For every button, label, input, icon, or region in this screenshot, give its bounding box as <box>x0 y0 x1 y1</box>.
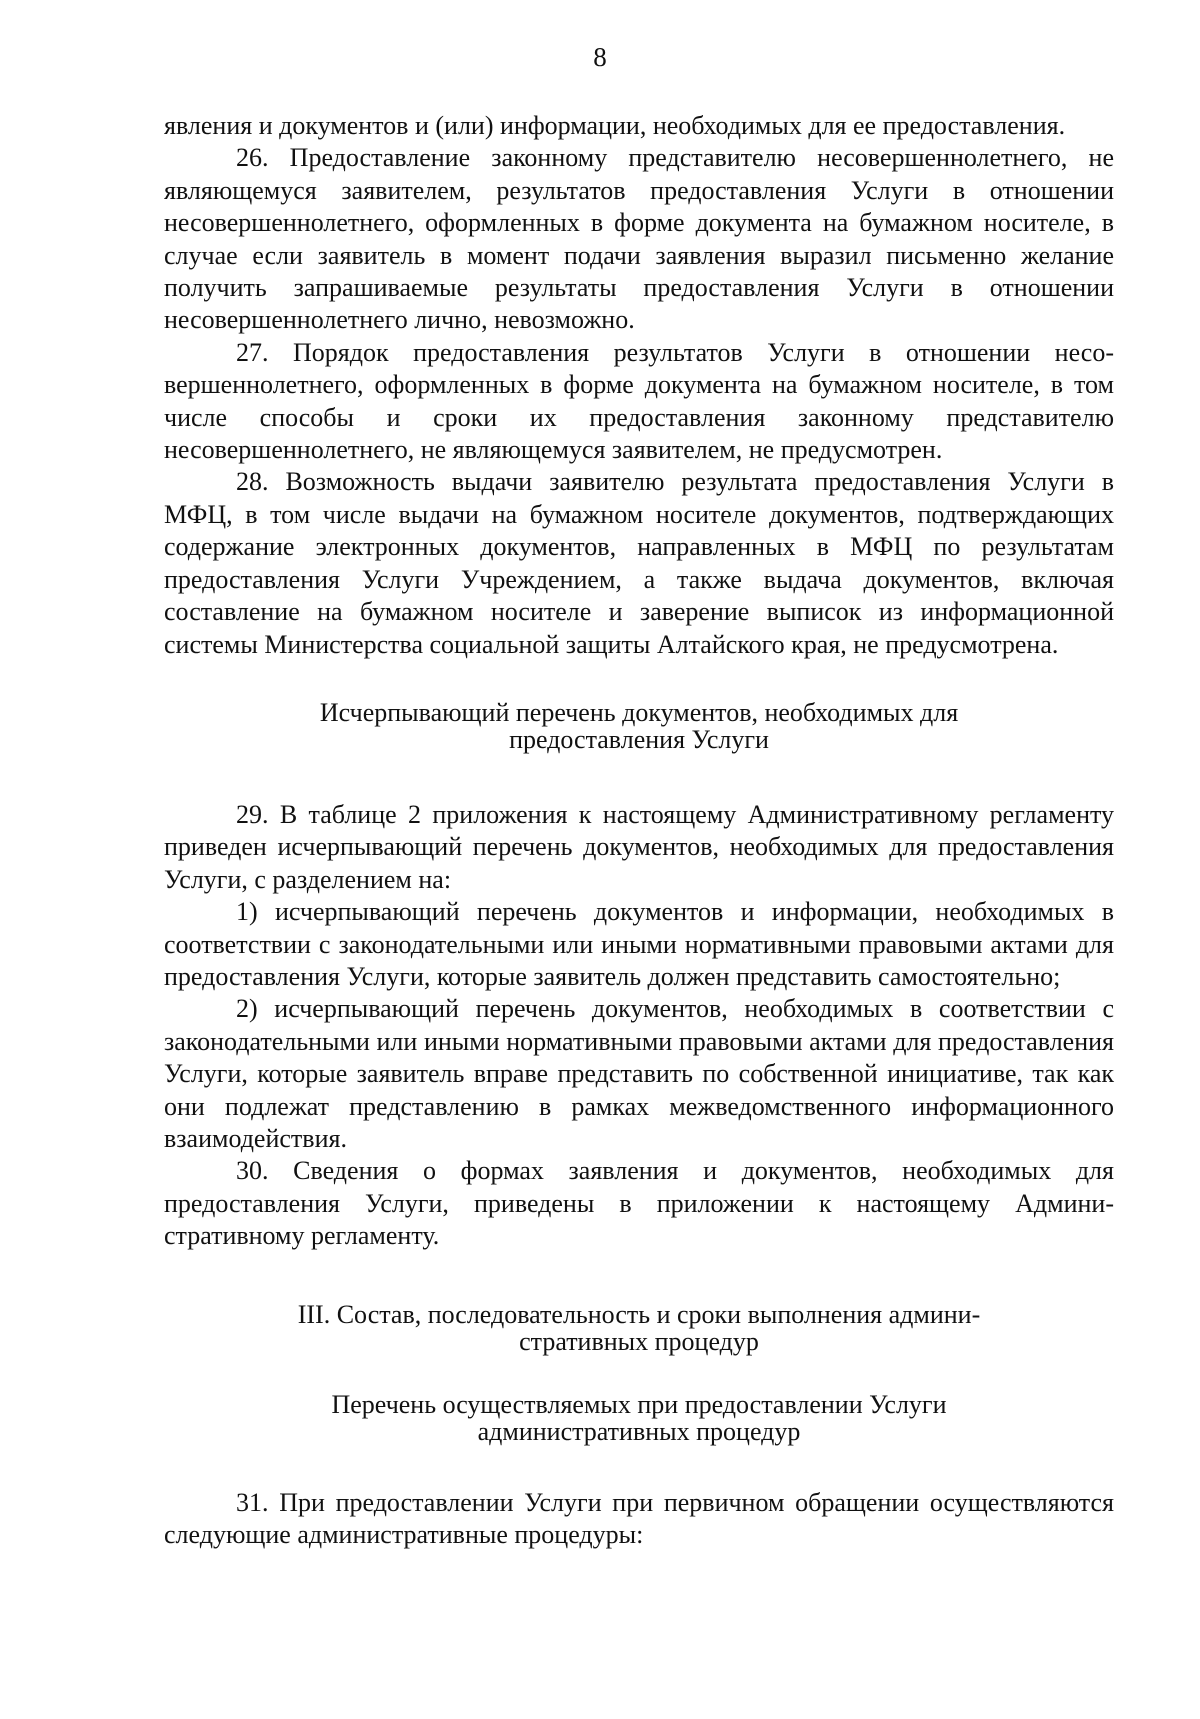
paragraph-31: 31. При предоставлении Услуги при первичном обращении осуществляются следующие административные процедуры: <box>164 1487 1114 1549</box>
paragraph-26: 26. Предоставление законному представителю несовершеннолетнего, не являющемуся заявителем, результатов предоставления Услуги в отношении несовершеннолетнего, оформленных в форме документа на бумажном носителе, в случае если заявитель в момент подачи заявления выразил письменно желание получить запрашиваемые результаты предоставления Услуги в отношении несовершеннолетнего лично, невозможно. <box>164 143 1114 335</box>
spacer <box>164 661 1114 699</box>
paragraph-29-item-2: 2) исчерпывающий перечень документов, необходимых в соответствии с законодательными или иными нормативными правовыми актами для предоставления Услуги, которые заявитель вправе представить по собственной инициативе, так как они подлежат представлению в рамках межведомственного информационного взаимодействия. <box>164 994 1114 1153</box>
paragraph-28: 28. Возможность выдачи заявителю результата предоставления Услуги в МФЦ, в том числе выдачи на бумажном носителе документов, подтверждающих содержание электронных документов, направленных в МФЦ по результатам предоставления Услуги Учреждением, а также выдача документов, включая составление на бумажном носителе и заверение выписок из информационной системы Министерства социальной защиты Алтайского края, не предусмотрена. <box>164 467 1114 659</box>
section-heading-procedures: Перечень осуществляемых при предоставлении Услуги административных процедур <box>331 1389 947 1446</box>
paragraph-27: 27. Порядок предоставления результатов Услуги в отношении несовершеннолетнего, оформленных в форме документа на бумажном носителе, в том числе способы и сроки их предоставления законному представителю несовершеннолетнего, не являющемуся заявителем, не предусмотрен. <box>164 337 1114 465</box>
paragraph-29: 29. В таблице 2 приложения к настоящему Административному регламенту приведен исчерпывающий перечень документов, необходимых для предоставления Услуги, с разделением на: <box>164 799 1114 894</box>
spacer <box>164 1253 1114 1301</box>
spacer <box>164 1445 1114 1487</box>
document-body <box>164 110 1114 1551</box>
spacer <box>164 1355 1114 1391</box>
page-number: 8 <box>593 42 607 72</box>
section-heading-documents: Исчерпывающий перечень документов, необходимых для предоставления Услуги <box>319 697 959 754</box>
spacer <box>164 753 1114 799</box>
paragraph-29-item-1: 1) исчерпывающий перечень документов и информации, необходимых в соответствии с законодательными или иными нормативными правовыми актами для предоставления Услуги, которые заявитель должен представить самостоятельно; <box>164 897 1114 991</box>
paragraph-continuation: явления и документов и (или) информации, необходимых для ее предоставления. <box>164 111 1066 140</box>
chapter-heading-iii: III. Состав, последовательность и сроки выполнения административных процедур <box>297 1299 981 1356</box>
paragraph-30: 30. Сведения о формах заявления и документов, необходимых для предоставления Услуги, приведены в приложении к настоящему Административному регламенту. <box>164 1156 1114 1251</box>
